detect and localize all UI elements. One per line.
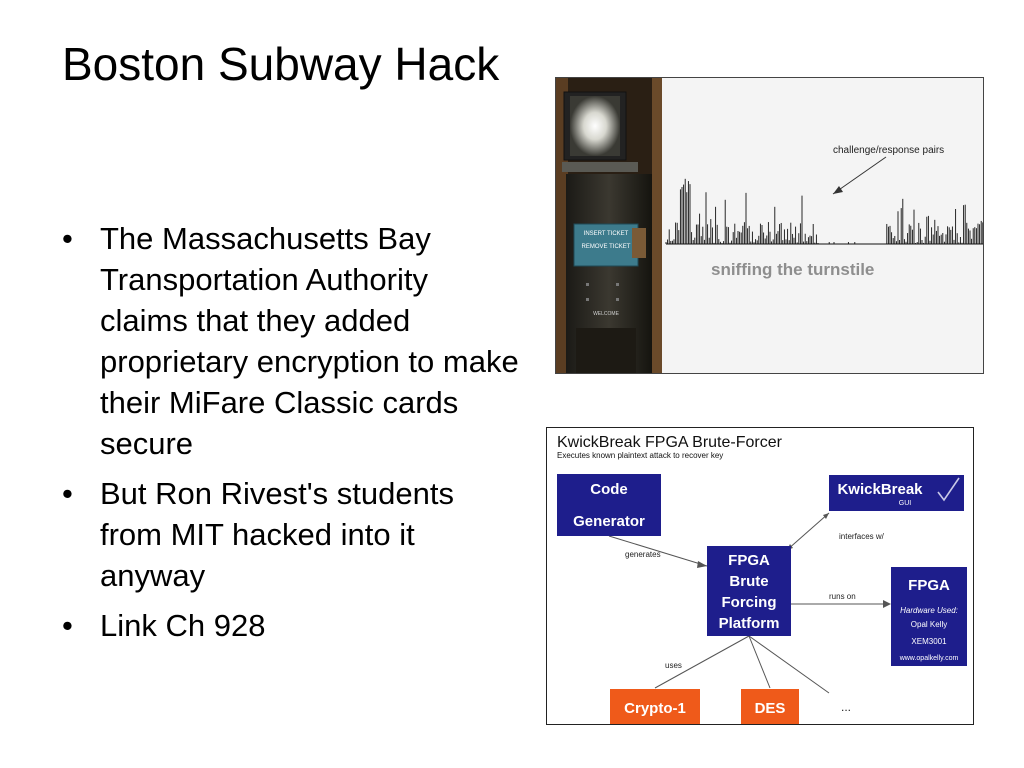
fpga-line-2: Opal Kelly — [910, 620, 948, 629]
diagram-subtitle: Executes known plaintext attack to recover key — [557, 451, 724, 460]
bullet-text: The Massachusetts Bay Transportation Authority claims that they added proprietary encryption to make their MiFare Classic cards secure — [100, 221, 519, 461]
edge-interfaces — [787, 513, 829, 550]
edge-label-uses: uses — [665, 661, 682, 670]
fpga-line-1: Hardware Used: — [900, 606, 958, 615]
bullet-text: But Ron Rivest's students from MIT hacked into it anyway — [100, 476, 454, 593]
machine-label-insert: INSERT TICKET — [583, 231, 629, 237]
bullet-text: Link Ch 928 — [100, 608, 266, 643]
platform-label-2: Brute — [729, 573, 769, 590]
bullet-list — [62, 218, 522, 655]
bullet-dot: • — [62, 608, 73, 643]
slide-title: Boston Subway Hack — [62, 38, 500, 90]
edge-label-generates: generates — [625, 550, 661, 559]
kwickbreak-diagram — [546, 427, 974, 725]
bullet-dot: • — [62, 476, 73, 511]
platform-label-3: Forcing — [721, 594, 777, 611]
bullet-item — [62, 218, 522, 464]
crypto1-label: Crypto-1 — [624, 700, 686, 717]
machine-label-welcome: WELCOME — [593, 311, 619, 317]
code-generator-label-2: Generator — [573, 513, 645, 530]
annotation-label: challenge/response pairs — [833, 145, 945, 156]
edge-label-runs-on: runs on — [829, 592, 856, 601]
machine-label-remove: REMOVE TICKET — [581, 244, 631, 250]
code-generator-label-1: Code — [590, 481, 628, 498]
photo-caption: sniffing the turnstile — [711, 260, 875, 279]
edge-label-interfaces: interfaces w/ — [839, 532, 884, 541]
fpga-title: FPGA — [908, 577, 950, 594]
turnstile-machine — [556, 78, 662, 373]
edge-runs-on-arrowhead — [883, 600, 891, 608]
des-label: DES — [754, 700, 786, 717]
gui-main-label: KwickBreak — [837, 481, 923, 498]
edge-generates-arrowhead — [697, 561, 707, 568]
gui-sub-label: GUI — [898, 500, 912, 507]
bullet-dot: • — [62, 221, 73, 256]
bullet-item — [62, 605, 522, 646]
fpga-line-3: XEM3001 — [911, 637, 947, 646]
platform-label-1: FPGA — [728, 552, 770, 569]
turnstile-photo-graphic — [556, 78, 983, 373]
turnstile-photo — [555, 77, 984, 374]
bullet-item — [62, 473, 522, 596]
fpga-line-4: www.opalkelly.com — [899, 655, 959, 662]
more-algorithms-label: ... — [841, 700, 852, 714]
platform-label-4: Platform — [718, 615, 780, 632]
diagram-title: KwickBreak FPGA Brute-Forcer — [557, 434, 782, 451]
kwickbreak-diagram-graphic — [547, 428, 973, 724]
